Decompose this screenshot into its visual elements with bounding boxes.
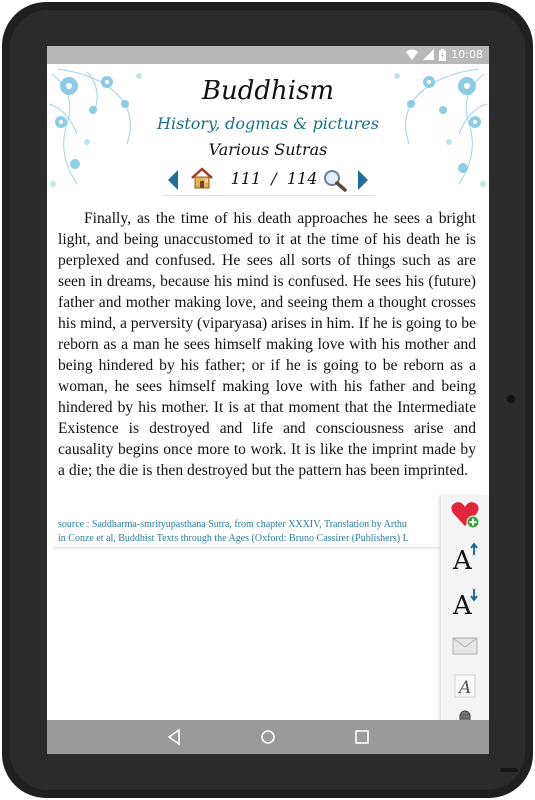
svg-text:A: A bbox=[459, 678, 472, 698]
font-style-button[interactable] bbox=[449, 670, 481, 702]
svg-text:A: A bbox=[453, 591, 472, 617]
font-increase-icon bbox=[451, 542, 479, 572]
add-favorite-button[interactable] bbox=[449, 498, 481, 530]
card-divider bbox=[53, 545, 483, 548]
source-citation bbox=[58, 518, 448, 560]
side-toolbar bbox=[440, 496, 489, 754]
home-icon[interactable] bbox=[190, 167, 214, 189]
section-title: Various Sutras bbox=[208, 140, 328, 159]
current-page: 111 bbox=[230, 169, 262, 188]
screen bbox=[47, 46, 489, 754]
magnifier-icon[interactable] bbox=[322, 168, 348, 192]
page-separator: / bbox=[271, 169, 277, 188]
page-title: Buddhism bbox=[201, 76, 335, 106]
svg-text:A: A bbox=[453, 546, 472, 572]
status-bar bbox=[47, 46, 489, 64]
page-subtitle: History, dogmas & pictures bbox=[157, 114, 379, 133]
right-arrow-icon[interactable] bbox=[356, 169, 370, 191]
system-nav-bar bbox=[47, 720, 489, 754]
share-email-button[interactable] bbox=[449, 630, 481, 662]
reader-content bbox=[47, 64, 489, 720]
article-paragraph: Finally, as the time of his death approaches he sees a bright light, and being unaccustomed to it at the time of his death he is perplexed and confused. He sees all sorts of things such as are seen in dreams, because his mind is confused. He sees his (future) father and mother making love, and seeing them a thought crosses his mind, a perversity (viparyasa) arises in him. If he is going to be reborn as a man he sees himself making love with his mother and being hindered by his father; or if he is going to be reborn as a woman, he sees himself making love with his father and being hindered by his mother. It is at that moment that the Intermediate Existence is destroyed and life and consciousness arise and causality begins once more to work. It is like the imprint made by a die; the die is then destroyed but the pattern has been imprinted. bbox=[58, 210, 476, 479]
font-increase-button[interactable] bbox=[449, 541, 481, 573]
recents-square-icon[interactable] bbox=[352, 727, 372, 747]
status-time: 10:08 bbox=[451, 48, 483, 61]
page-counter bbox=[222, 169, 326, 188]
signal-icon bbox=[423, 49, 434, 60]
pager bbox=[162, 165, 376, 196]
font-decrease-button[interactable] bbox=[449, 586, 481, 618]
font-decrease-icon bbox=[451, 587, 479, 617]
battery-icon bbox=[439, 49, 446, 61]
source-line-1: source : Saddharma-smrityupasthana Sutra, from chapter XXXIV, Translation by Arthu bbox=[58, 519, 407, 530]
total-pages: 114 bbox=[286, 169, 318, 188]
left-arrow-icon[interactable] bbox=[166, 169, 180, 191]
wifi-icon bbox=[406, 49, 418, 60]
home-circle-icon[interactable] bbox=[258, 727, 278, 747]
favorite-heart-add-icon bbox=[450, 499, 480, 529]
speaker-grille bbox=[500, 768, 518, 772]
font-style-icon bbox=[453, 673, 477, 699]
front-camera bbox=[506, 394, 516, 404]
source-line-2: in Conze et al, Buddhist Texts through the Ages (Oxford: Bruno Cassirer (Publishers) L bbox=[58, 533, 409, 544]
article-body bbox=[58, 208, 476, 481]
back-triangle-icon[interactable] bbox=[165, 727, 185, 747]
email-icon bbox=[452, 637, 478, 655]
